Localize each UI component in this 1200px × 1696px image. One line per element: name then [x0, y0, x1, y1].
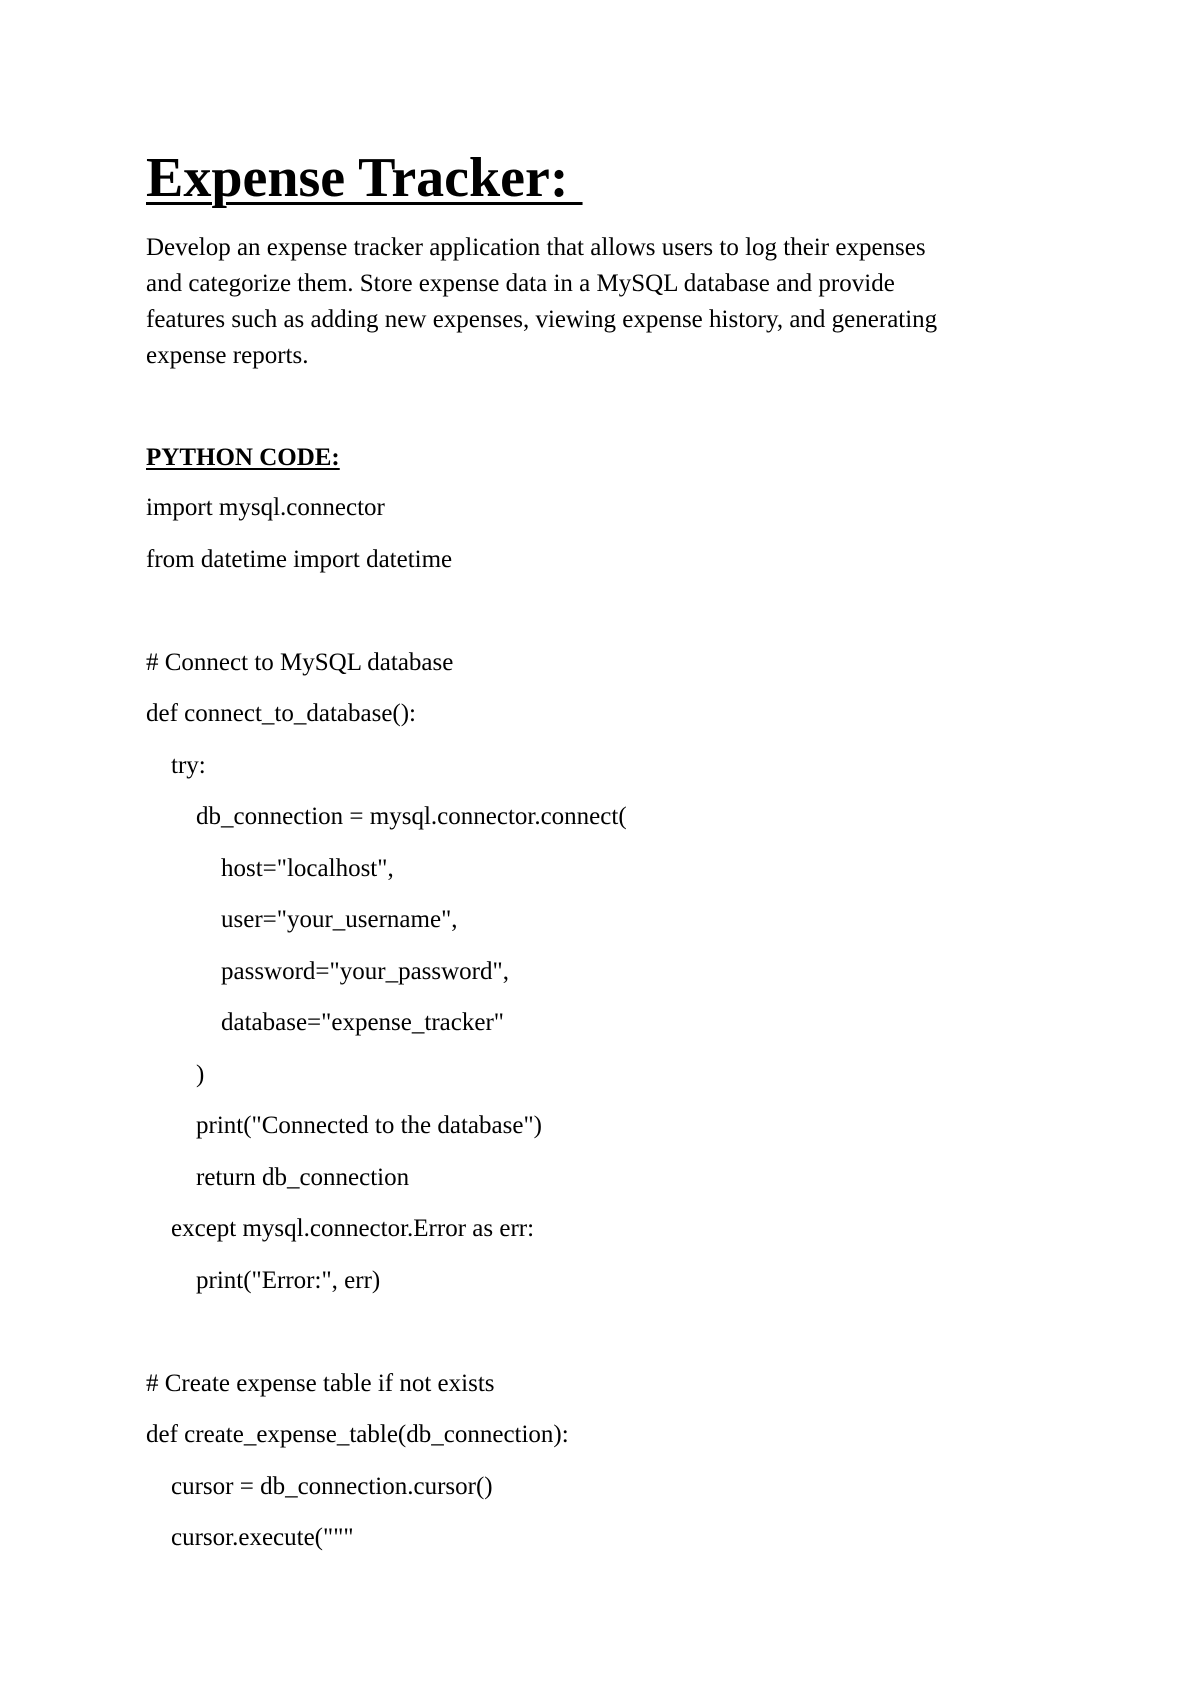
code-line: database="expense_tracker" — [146, 1009, 504, 1036]
code-line: host="localhost", — [146, 854, 394, 882]
code-line: def create_expense_table(db_connection): — [146, 1421, 569, 1448]
code-line: import mysql.connector — [146, 494, 385, 521]
code-line: db_connection = mysql.connector.connect( — [146, 803, 627, 830]
code-line: except mysql.connector.Error as err: — [146, 1215, 535, 1242]
code-line: # Create expense table if not exists — [146, 1369, 495, 1397]
code-line: password="your_password", — [146, 957, 509, 985]
intro-line: features such as adding new expenses, viewing expense history, and generating — [146, 306, 938, 333]
code-line: try: — [146, 751, 206, 779]
intro-line: and categorize them. Store expense data in a MySQL database and provide — [146, 270, 895, 297]
intro-paragraph — [146, 230, 1066, 374]
code-line: print("Error:", err) — [146, 1266, 381, 1294]
code-line: cursor.execute(""" — [146, 1524, 354, 1551]
code-line: def connect_to_database(): — [146, 700, 417, 727]
intro-line: expense reports. — [146, 342, 309, 369]
code-line: ) — [146, 1060, 205, 1088]
code-line: # Connect to MySQL database — [146, 648, 454, 676]
code-line: from datetime import datetime — [146, 545, 453, 573]
code-line-blank — [146, 593, 1106, 645]
code-line-blank — [146, 1314, 1106, 1366]
code-line: print("Connected to the database") — [146, 1112, 542, 1139]
intro-line: Develop an expense tracker application that allows users to log their expenses — [146, 234, 926, 261]
code-line: user="your_username", — [146, 906, 458, 933]
code-line: cursor = db_connection.cursor() — [146, 1472, 493, 1500]
code-line: return db_connection — [146, 1163, 410, 1191]
document-title: Expense Tracker: — [146, 147, 583, 209]
code-block — [146, 490, 1106, 1572]
section-heading-python-code: PYTHON CODE: — [146, 444, 340, 471]
